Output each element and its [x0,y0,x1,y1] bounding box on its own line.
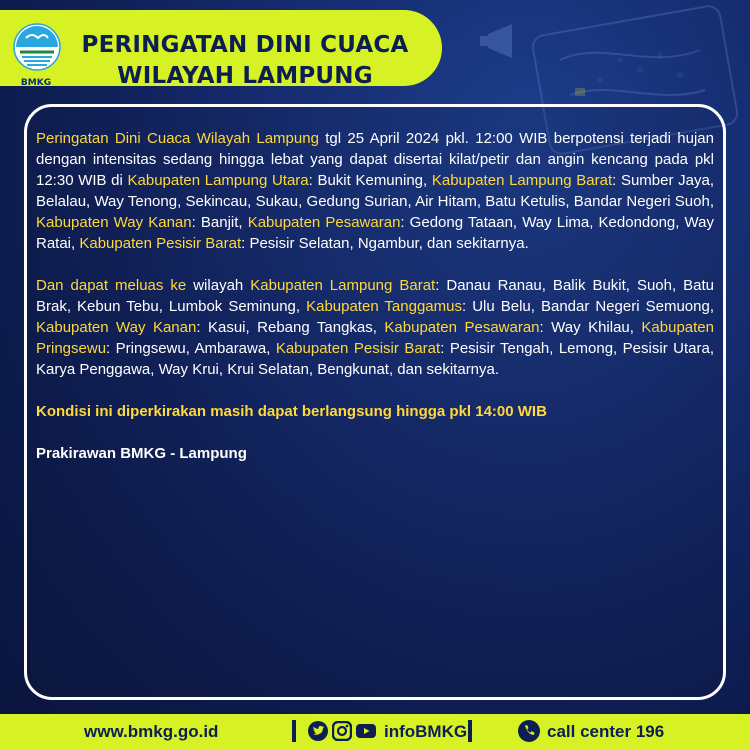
forecaster-signature: Prakirawan BMKG - Lampung [36,445,247,462]
expansion-label: Dan dapat meluas ke [36,277,187,294]
social-handle[interactable]: infoBMKG [384,722,468,741]
call-center[interactable]: call center 196 [547,722,665,741]
text: : Gedong Tataan, Way Lima, Kedondong, Way Ratai, [36,214,714,252]
warning-title: Peringatan Dini Cuaca Wilayah Lampung [36,130,319,147]
title-line-1: PERINGATAN DINI CUACA [81,32,409,58]
text: tgl 25 April 2024 pkl. 12:00 WIB berpotensi terjadi hujan dengan intensitas sedang hingga lebat yang dapat disertai kilat/petir dan angin kencang pada pkl 12:30 WIB di [36,130,714,189]
footer-bar [0,714,750,750]
phone-icon [518,720,540,742]
text: : Bukit Kemuning, [308,172,432,189]
text: : Sumber Jaya, Belalau, Way Tenong, Sekincau, Sukau, Gedung Surian, Air Hitam, Batu Ketulis, Bandar Negeri Suoh, [36,172,714,210]
text: : Ulu Belu, Bandar Negeri Semuong, [461,298,714,315]
logo-label: BMKG [20,78,52,88]
region-name: Kabupaten Lampung Barat [250,277,436,294]
header-banner [0,10,442,89]
region-name: Kabupaten Lampung Utara [127,172,309,189]
text: wilayah [186,277,251,294]
region-name: Kabupaten Pesawaran [247,214,401,231]
text: : Kasui, Rebang Tangkas, [196,319,385,336]
title-line-2: WILAYAH LAMPUNG [117,63,373,89]
warning-content [36,128,714,485]
website-link[interactable]: www.bmkg.go.id [84,722,219,741]
text: : Pesisir Selatan, Ngambur, dan sekitarnya. [241,235,529,252]
warning-paragraph-1 [36,128,714,254]
region-name: Kabupaten Way Kanan [36,214,192,231]
youtube-icon[interactable] [356,721,376,741]
region-name: Kabupaten Pringsewu [36,319,714,357]
divider [292,720,296,742]
region-name: Kabupaten Pesawaran [384,319,540,336]
region-name: Kabupaten Pesisir Barat [275,340,441,357]
region-name: Kabupaten Way Kanan [36,319,197,336]
divider [468,720,472,742]
warning-paragraph-2 [36,275,714,380]
region-name: Kabupaten Pesisir Barat [79,235,242,252]
condition-note: Kondisi ini diperkirakan masih dapat berlangsung hingga pkl 14:00 WIB [36,403,547,420]
page-title [70,30,420,92]
text: : Banjit, [191,214,248,231]
region-name: Kabupaten Tanggamus [306,298,462,315]
text: : Pesisir Tengah, Lemong, Pesisir Utara, Karya Penggawa, Way Krui, Krui Selatan, Bengkunat, dan sekitarnya. [36,340,714,378]
twitter-icon[interactable] [308,721,328,741]
text: : Pringsewu, Ambarawa, [106,340,276,357]
instagram-icon[interactable] [332,721,352,741]
text: : Danau Ranau, Balik Bukit, Suoh, Batu Brak, Kebun Tebu, Lumbok Seminung, [36,277,714,315]
text: : Way Khilau, [539,319,642,336]
region-name: Kabupaten Lampung Barat [431,172,613,189]
